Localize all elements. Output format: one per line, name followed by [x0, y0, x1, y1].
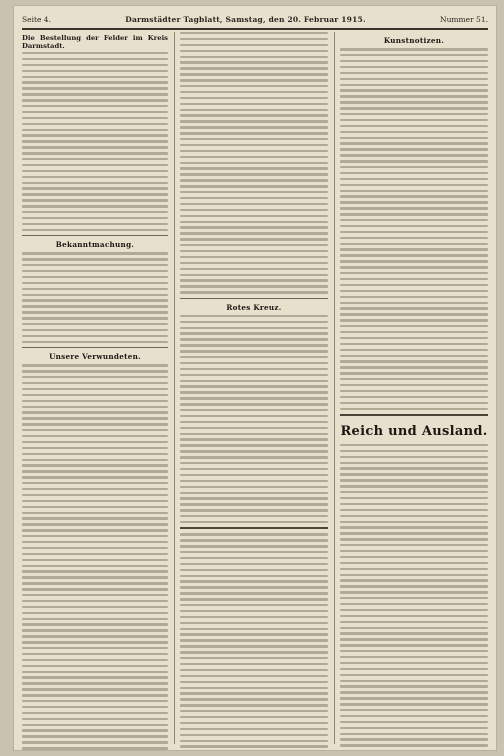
article-body	[340, 444, 488, 750]
section-heading: Bekanntmachung.	[55, 240, 135, 250]
header-rule	[22, 28, 488, 30]
column-right	[340, 32, 488, 750]
article-body	[180, 315, 328, 524]
section-heading: Kunstnotizen.	[383, 36, 445, 45]
page-label: Seite 4.	[22, 14, 51, 24]
article-headline: Die Bestellung der Felder im Kreis Darmstadt.	[22, 34, 168, 50]
masthead: Darmstädter Tagblatt, Samstag, den 20. Februar 1915.	[125, 14, 366, 24]
newspaper-page	[14, 6, 496, 750]
page-header	[22, 10, 488, 28]
section-heading: Rotes Kreuz.	[226, 302, 282, 312]
separator	[22, 347, 168, 348]
article-body	[340, 48, 488, 410]
article-body	[22, 252, 168, 343]
article-body	[22, 364, 168, 750]
article-body	[22, 52, 168, 231]
column-divider	[174, 32, 175, 744]
separator	[22, 235, 168, 236]
article-body	[180, 533, 328, 750]
issue-number: Nummer 51.	[440, 14, 488, 24]
column-left	[22, 32, 168, 750]
column-middle	[180, 32, 328, 750]
separator	[180, 527, 328, 529]
separator	[340, 414, 488, 416]
separator	[180, 298, 328, 299]
article-body	[180, 32, 328, 294]
section-heading: Unsere Verwundeten.	[49, 352, 141, 362]
column-divider	[334, 32, 335, 744]
section-heading: Reich und Ausland.	[340, 423, 488, 439]
